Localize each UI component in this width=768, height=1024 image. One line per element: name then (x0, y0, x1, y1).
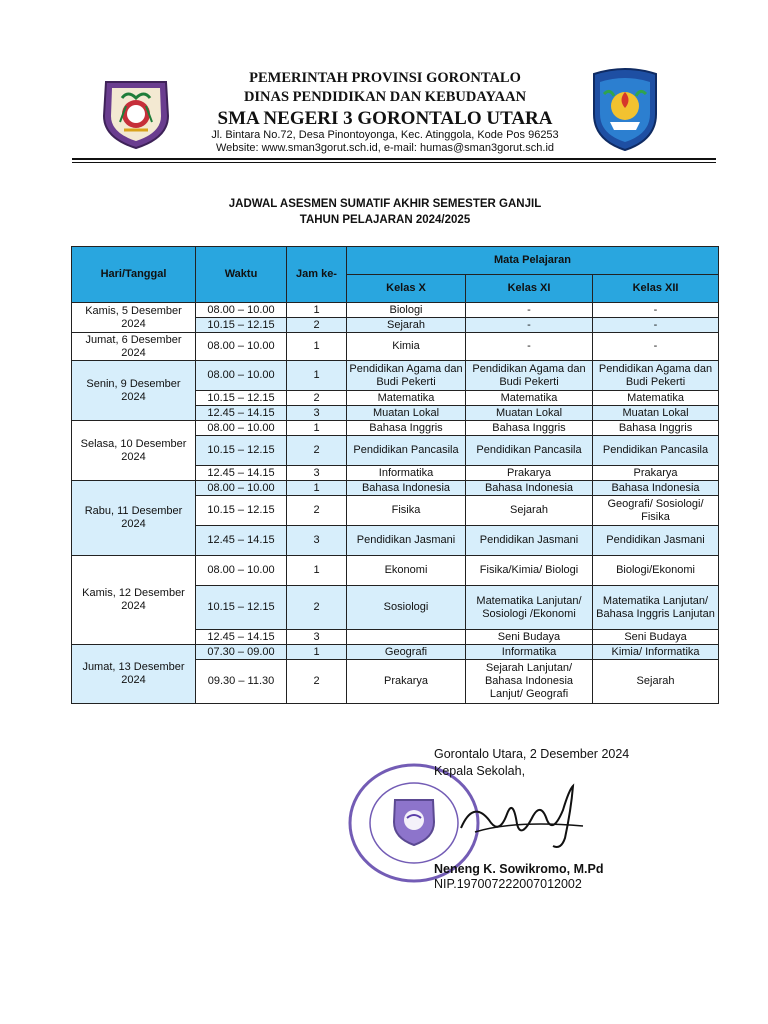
subject-xii-cell: Pendidikan Agama dan Budi Pekerti (593, 361, 719, 391)
subject-xii-cell: Bahasa Inggris (593, 421, 719, 436)
subject-xii-cell: - (593, 303, 719, 318)
subject-xii-cell: Kimia/ Informatika (593, 645, 719, 660)
subject-x-cell: Ekonomi (347, 556, 466, 586)
subject-x-cell: Fisika (347, 496, 466, 526)
subject-xii-cell: - (593, 318, 719, 333)
time-cell: 12.45 – 14.15 (196, 526, 287, 556)
letterhead-school-name: SMA NEGERI 3 GORONTALO UTARA (217, 108, 553, 129)
subject-x-cell: Kimia (347, 333, 466, 361)
header-day: Hari/Tanggal (72, 247, 196, 303)
day-cell: Senin, 9 Desember 2024 (72, 361, 196, 421)
period-cell: 1 (287, 556, 347, 586)
time-cell: 10.15 – 12.15 (196, 496, 287, 526)
subject-xi-cell: Informatika (466, 645, 593, 660)
time-cell: 08.00 – 10.00 (196, 303, 287, 318)
time-cell: 12.45 – 14.15 (196, 406, 287, 421)
subject-xi-cell: Pendidikan Agama dan Budi Pekerti (466, 361, 593, 391)
subject-xii-cell: Biologi/Ekonomi (593, 556, 719, 586)
period-cell: 2 (287, 496, 347, 526)
letterhead-contact: Website: www.sman3gorut.sch.id, e-mail: humas@sman3gorut.sch.id (215, 142, 555, 154)
subject-x-cell: Pendidikan Pancasila (347, 436, 466, 466)
subject-x-cell: Prakarya (347, 660, 466, 704)
subject-xi-cell: Prakarya (466, 466, 593, 481)
day-cell: Kamis, 12 Desember 2024 (72, 556, 196, 645)
subject-xii-cell: Sejarah (593, 660, 719, 704)
subject-x-cell: Sosiologi (347, 586, 466, 630)
time-cell: 12.45 – 14.15 (196, 466, 287, 481)
subject-x-cell: Muatan Lokal (347, 406, 466, 421)
time-cell: 08.00 – 10.00 (196, 481, 287, 496)
period-cell: 2 (287, 391, 347, 406)
letterhead-rule-thin (72, 162, 716, 163)
day-cell: Jumat, 6 Desember 2024 (72, 333, 196, 361)
period-cell: 1 (287, 361, 347, 391)
header-subjects: Mata Pelajaran (347, 247, 719, 275)
period-cell: 2 (287, 586, 347, 630)
period-cell: 1 (287, 645, 347, 660)
subject-xi-cell: Pendidikan Pancasila (466, 436, 593, 466)
subject-xi-cell: Bahasa Indonesia (466, 481, 593, 496)
letterhead-government: PEMERINTAH PROVINSI GORONTALO (249, 70, 521, 86)
letterhead-rule-thick (72, 158, 716, 160)
signatory-nip: NIP.197007222007012002 (434, 877, 582, 891)
period-cell: 1 (287, 333, 347, 361)
subject-xi-cell: Matematika (466, 391, 593, 406)
day-cell: Jumat, 13 Desember 2024 (72, 645, 196, 704)
time-cell: 08.00 – 10.00 (196, 556, 287, 586)
subject-xi-cell: Sejarah Lanjutan/ Bahasa Indonesia Lanjut/ Geografi (466, 660, 593, 704)
subject-xii-cell: Prakarya (593, 466, 719, 481)
subject-x-cell: Sejarah (347, 318, 466, 333)
signature-role: Kepala Sekolah, (434, 764, 526, 778)
header-period: Jam ke- (287, 247, 347, 303)
signature-place-date: Gorontalo Utara, 2 Desember 2024 (434, 747, 630, 761)
subject-xi-cell: Matematika Lanjutan/ Sosiologi /Ekonomi (466, 586, 593, 630)
period-cell: 3 (287, 526, 347, 556)
letterhead-department: DINAS PENDIDIKAN DAN KEBUDAYAAN (243, 89, 527, 105)
subject-x-cell: Bahasa Indonesia (347, 481, 466, 496)
period-cell: 3 (287, 406, 347, 421)
subject-x-cell: Pendidikan Jasmani (347, 526, 466, 556)
subject-xii-cell: Matematika (593, 391, 719, 406)
letterhead-address: Jl. Bintara No.72, Desa Pinontoyonga, Kec. Atinggola, Kode Pos 96253 (211, 129, 559, 141)
subject-xi-cell: - (466, 318, 593, 333)
subject-xi-cell: Seni Budaya (466, 630, 593, 645)
subject-x-cell (347, 630, 466, 645)
time-cell: 10.15 – 12.15 (196, 318, 287, 333)
subject-xii-cell: Geografi/ Sosiologi/ Fisika (593, 496, 719, 526)
period-cell: 1 (287, 303, 347, 318)
school-emblem-logo (588, 66, 662, 152)
time-cell: 10.15 – 12.15 (196, 586, 287, 630)
header-class-xii: Kelas XII (593, 275, 719, 303)
time-cell: 08.00 – 10.00 (196, 361, 287, 391)
period-cell: 3 (287, 630, 347, 645)
subject-x-cell: Biologi (347, 303, 466, 318)
subject-xi-cell: Pendidikan Jasmani (466, 526, 593, 556)
handwritten-signature (455, 780, 590, 855)
subject-xi-cell: Sejarah (466, 496, 593, 526)
time-cell: 08.00 – 10.00 (196, 421, 287, 436)
document-title: JADWAL ASESMEN SUMATIF AKHIR SEMESTER GANJIL (228, 198, 542, 210)
subject-xi-cell: - (466, 303, 593, 318)
time-cell: 07.30 – 09.00 (196, 645, 287, 660)
period-cell: 3 (287, 466, 347, 481)
subject-xi-cell: - (466, 333, 593, 361)
subject-xii-cell: - (593, 333, 719, 361)
period-cell: 2 (287, 436, 347, 466)
header-time: Waktu (196, 247, 287, 303)
subject-xii-cell: Bahasa Indonesia (593, 481, 719, 496)
subject-xi-cell: Muatan Lokal (466, 406, 593, 421)
day-cell: Kamis, 5 Desember 2024 (72, 303, 196, 333)
exam-schedule-table (71, 246, 719, 704)
subject-x-cell: Informatika (347, 466, 466, 481)
subject-xii-cell: Matematika Lanjutan/ Bahasa Inggris Lanjutan (593, 586, 719, 630)
time-cell: 10.15 – 12.15 (196, 391, 287, 406)
subject-x-cell: Geografi (347, 645, 466, 660)
subject-xii-cell: Seni Budaya (593, 630, 719, 645)
header-class-xi: Kelas XI (466, 275, 593, 303)
subject-xi-cell: Bahasa Inggris (466, 421, 593, 436)
time-cell: 10.15 – 12.15 (196, 436, 287, 466)
subject-xii-cell: Pendidikan Jasmani (593, 526, 719, 556)
time-cell: 09.30 – 11.30 (196, 660, 287, 704)
subject-x-cell: Bahasa Inggris (347, 421, 466, 436)
period-cell: 1 (287, 421, 347, 436)
signatory-name: Neneng K. Sowikromo, M.Pd (434, 862, 604, 876)
subject-x-cell: Pendidikan Agama dan Budi Pekerti (347, 361, 466, 391)
subject-xi-cell: Fisika/Kimia/ Biologi (466, 556, 593, 586)
subject-xii-cell: Muatan Lokal (593, 406, 719, 421)
subject-x-cell: Matematika (347, 391, 466, 406)
time-cell: 08.00 – 10.00 (196, 333, 287, 361)
time-cell: 12.45 – 14.15 (196, 630, 287, 645)
period-cell: 1 (287, 481, 347, 496)
period-cell: 2 (287, 318, 347, 333)
day-cell: Rabu, 11 Desember 2024 (72, 481, 196, 556)
document-subtitle: TAHUN PELAJARAN 2024/2025 (299, 214, 471, 226)
day-cell: Selasa, 10 Desember 2024 (72, 421, 196, 481)
province-emblem-logo (98, 76, 174, 152)
subject-xii-cell: Pendidikan Pancasila (593, 436, 719, 466)
period-cell: 2 (287, 660, 347, 704)
header-class-x: Kelas X (347, 275, 466, 303)
